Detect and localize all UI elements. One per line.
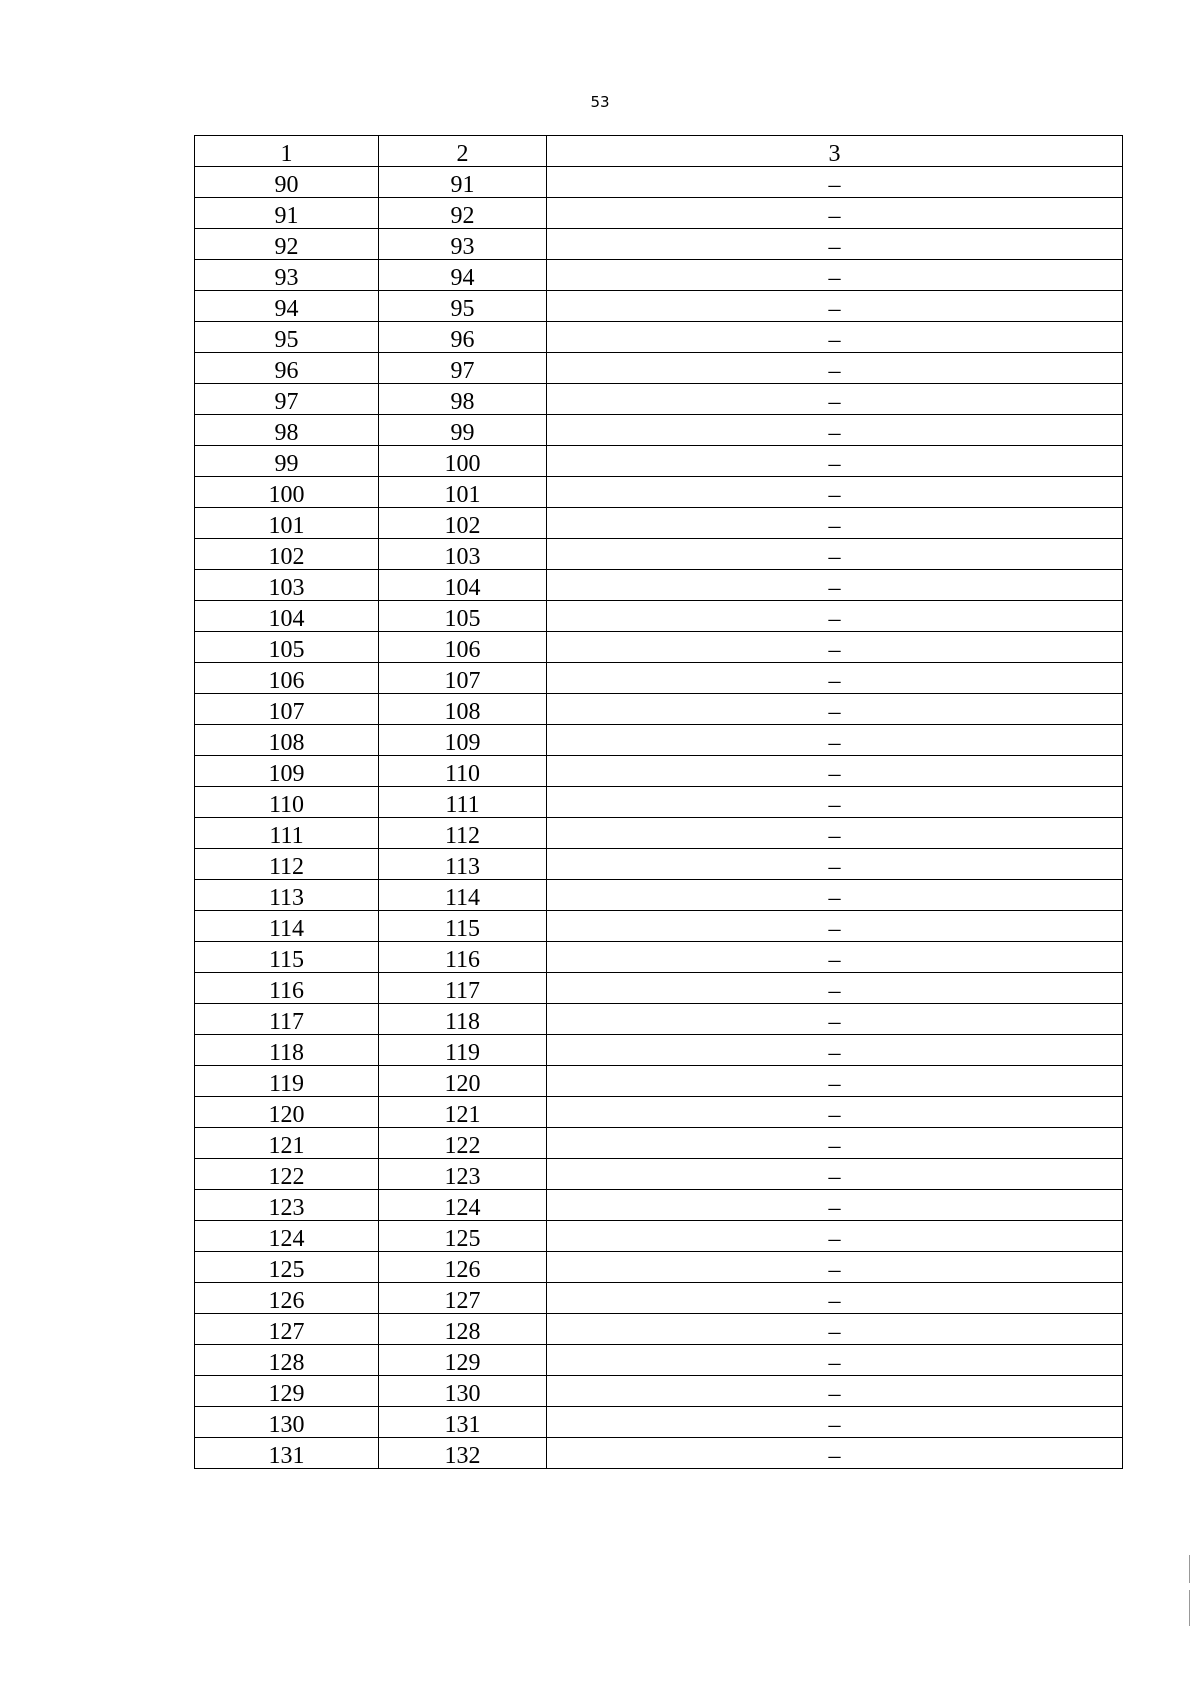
table-cell-col-3: –: [547, 756, 1123, 787]
table-cell-col-3: –: [547, 663, 1123, 694]
table-cell-col-1: 109: [195, 756, 379, 787]
table-row: [195, 1159, 1123, 1190]
table-row: [195, 1221, 1123, 1252]
table-cell-col-3: –: [547, 384, 1123, 415]
table-cell-col-1: 122: [195, 1159, 379, 1190]
table-cell-col-3: –: [547, 415, 1123, 446]
table-body: [195, 167, 1123, 1469]
table-cell-col-2: 96: [379, 322, 547, 353]
table-row: [195, 539, 1123, 570]
table-cell-col-2: 118: [379, 1004, 547, 1035]
table-row: [195, 1252, 1123, 1283]
table-cell-col-2: 125: [379, 1221, 547, 1252]
header-row: [195, 136, 1123, 167]
table-cell-col-1: 127: [195, 1314, 379, 1345]
table-row: [195, 1376, 1123, 1407]
table-row: [195, 849, 1123, 880]
table-cell-col-3: –: [547, 787, 1123, 818]
table-row: [195, 570, 1123, 601]
table-cell-col-2: 129: [379, 1345, 547, 1376]
table-cell-col-1: 103: [195, 570, 379, 601]
table-row: [195, 1314, 1123, 1345]
table-cell-col-3: –: [547, 446, 1123, 477]
table-cell-col-1: 102: [195, 539, 379, 570]
table-cell-col-2: 121: [379, 1097, 547, 1128]
table-cell-col-3: –: [547, 880, 1123, 911]
table-cell-col-2: 130: [379, 1376, 547, 1407]
table-cell-col-3: –: [547, 1438, 1123, 1469]
table-cell-col-3: –: [547, 291, 1123, 322]
table-row: [195, 260, 1123, 291]
column-header-2: 2: [379, 136, 547, 167]
table-cell-col-3: –: [547, 601, 1123, 632]
table-cell-col-1: 92: [195, 229, 379, 260]
table-row: [195, 384, 1123, 415]
table-row: [195, 756, 1123, 787]
table-cell-col-2: 106: [379, 632, 547, 663]
table-cell-col-3: –: [547, 1066, 1123, 1097]
table-cell-col-3: –: [547, 1097, 1123, 1128]
scan-edge-mark: [1189, 1590, 1190, 1626]
table-cell-col-2: 117: [379, 973, 547, 1004]
table-cell-col-3: –: [547, 725, 1123, 756]
table-cell-col-1: 96: [195, 353, 379, 384]
table-row: [195, 880, 1123, 911]
table-row: [195, 942, 1123, 973]
page-number: 53: [590, 93, 610, 111]
table-cell-col-1: 115: [195, 942, 379, 973]
table-row: [195, 1097, 1123, 1128]
table-cell-col-2: 105: [379, 601, 547, 632]
table-cell-col-1: 105: [195, 632, 379, 663]
table-cell-col-3: –: [547, 632, 1123, 663]
table-cell-col-3: –: [547, 1252, 1123, 1283]
table-row: [195, 818, 1123, 849]
table-cell-col-1: 112: [195, 849, 379, 880]
table-cell-col-2: 132: [379, 1438, 547, 1469]
table-cell-col-3: –: [547, 1407, 1123, 1438]
table-cell-col-2: 92: [379, 198, 547, 229]
table-cell-col-3: –: [547, 1190, 1123, 1221]
table-cell-col-3: –: [547, 198, 1123, 229]
table-cell-col-2: 128: [379, 1314, 547, 1345]
table-cell-col-1: 126: [195, 1283, 379, 1314]
table-cell-col-2: 91: [379, 167, 547, 198]
table-row: [195, 787, 1123, 818]
table-cell-col-3: –: [547, 942, 1123, 973]
table-row: [195, 446, 1123, 477]
table-row: [195, 601, 1123, 632]
table-cell-col-1: 94: [195, 291, 379, 322]
table-row: [195, 415, 1123, 446]
table-cell-col-1: 124: [195, 1221, 379, 1252]
table-cell-col-3: –: [547, 1159, 1123, 1190]
table-row: [195, 973, 1123, 1004]
table-cell-col-3: –: [547, 539, 1123, 570]
table-cell-col-2: 108: [379, 694, 547, 725]
table-cell-col-2: 95: [379, 291, 547, 322]
table-row: [195, 198, 1123, 229]
table-cell-col-2: 104: [379, 570, 547, 601]
table-cell-col-3: –: [547, 477, 1123, 508]
table-cell-col-1: 97: [195, 384, 379, 415]
table-cell-col-1: 95: [195, 322, 379, 353]
table-cell-col-3: –: [547, 570, 1123, 601]
table-cell-col-2: 127: [379, 1283, 547, 1314]
table-row: [195, 1035, 1123, 1066]
table-row: [195, 477, 1123, 508]
scan-edge-mark: [1189, 1555, 1190, 1583]
table-header: [195, 136, 1123, 167]
table-cell-col-2: 102: [379, 508, 547, 539]
table-row: [195, 1407, 1123, 1438]
table-cell-col-2: 126: [379, 1252, 547, 1283]
table-cell-col-2: 109: [379, 725, 547, 756]
table-cell-col-3: –: [547, 973, 1123, 1004]
table-cell-col-1: 118: [195, 1035, 379, 1066]
table-cell-col-2: 113: [379, 849, 547, 880]
table-row: [195, 353, 1123, 384]
table-cell-col-2: 93: [379, 229, 547, 260]
table-cell-col-2: 97: [379, 353, 547, 384]
table-cell-col-1: 129: [195, 1376, 379, 1407]
table-cell-col-1: 128: [195, 1345, 379, 1376]
table-cell-col-3: –: [547, 322, 1123, 353]
table-cell-col-1: 93: [195, 260, 379, 291]
column-header-3: 3: [547, 136, 1123, 167]
table-cell-col-1: 101: [195, 508, 379, 539]
table-cell-col-2: 111: [379, 787, 547, 818]
table-cell-col-1: 116: [195, 973, 379, 1004]
table-cell-col-3: –: [547, 1035, 1123, 1066]
table-cell-col-1: 107: [195, 694, 379, 725]
table-cell-col-2: 94: [379, 260, 547, 291]
table-cell-col-1: 111: [195, 818, 379, 849]
table-row: [195, 229, 1123, 260]
column-header-1: 1: [195, 136, 379, 167]
table-row: [195, 725, 1123, 756]
table-cell-col-2: 98: [379, 384, 547, 415]
table-cell-col-1: 98: [195, 415, 379, 446]
table-cell-col-1: 120: [195, 1097, 379, 1128]
table-cell-col-1: 100: [195, 477, 379, 508]
table-cell-col-1: 110: [195, 787, 379, 818]
table-cell-col-3: –: [547, 1314, 1123, 1345]
table-cell-col-3: –: [547, 849, 1123, 880]
table-cell-col-2: 100: [379, 446, 547, 477]
table-cell-col-1: 108: [195, 725, 379, 756]
table-cell-col-1: 123: [195, 1190, 379, 1221]
table-cell-col-1: 104: [195, 601, 379, 632]
table-cell-col-2: 122: [379, 1128, 547, 1159]
table-cell-col-3: –: [547, 1221, 1123, 1252]
table-cell-col-2: 116: [379, 942, 547, 973]
table-cell-col-2: 123: [379, 1159, 547, 1190]
table-row: [195, 1190, 1123, 1221]
table-row: [195, 694, 1123, 725]
table-cell-col-1: 131: [195, 1438, 379, 1469]
table-cell-col-3: –: [547, 911, 1123, 942]
table-cell-col-1: 106: [195, 663, 379, 694]
table-row: [195, 1345, 1123, 1376]
table-cell-col-1: 117: [195, 1004, 379, 1035]
table-cell-col-3: –: [547, 167, 1123, 198]
table-cell-col-3: –: [547, 260, 1123, 291]
table-row: [195, 1128, 1123, 1159]
table-cell-col-1: 90: [195, 167, 379, 198]
table-cell-col-1: 113: [195, 880, 379, 911]
table-cell-col-2: 107: [379, 663, 547, 694]
table-cell-col-2: 120: [379, 1066, 547, 1097]
table-cell-col-2: 115: [379, 911, 547, 942]
table-cell-col-2: 114: [379, 880, 547, 911]
table-cell-col-2: 112: [379, 818, 547, 849]
table-row: [195, 911, 1123, 942]
table-row: [195, 1283, 1123, 1314]
table-cell-col-1: 99: [195, 446, 379, 477]
table-cell-col-3: –: [547, 1283, 1123, 1314]
table-cell-col-3: –: [547, 1004, 1123, 1035]
table-cell-col-3: –: [547, 1376, 1123, 1407]
table-row: [195, 1438, 1123, 1469]
table-cell-col-2: 119: [379, 1035, 547, 1066]
table-cell-col-1: 114: [195, 911, 379, 942]
table-cell-col-3: –: [547, 508, 1123, 539]
table-row: [195, 663, 1123, 694]
table-cell-col-3: –: [547, 1128, 1123, 1159]
table-cell-col-2: 131: [379, 1407, 547, 1438]
table-cell-col-1: 125: [195, 1252, 379, 1283]
table-row: [195, 322, 1123, 353]
data-table: [194, 135, 1123, 1469]
table-cell-col-2: 110: [379, 756, 547, 787]
table-cell-col-2: 124: [379, 1190, 547, 1221]
table-row: [195, 1004, 1123, 1035]
table-cell-col-3: –: [547, 353, 1123, 384]
table-row: [195, 1066, 1123, 1097]
table-row: [195, 167, 1123, 198]
table-cell-col-3: –: [547, 694, 1123, 725]
table-cell-col-2: 99: [379, 415, 547, 446]
table-cell-col-1: 130: [195, 1407, 379, 1438]
table-cell-col-1: 121: [195, 1128, 379, 1159]
table-row: [195, 632, 1123, 663]
table-cell-col-3: –: [547, 1345, 1123, 1376]
table-cell-col-1: 119: [195, 1066, 379, 1097]
table-cell-col-3: –: [547, 229, 1123, 260]
table-row: [195, 291, 1123, 322]
table-row: [195, 508, 1123, 539]
table-cell-col-1: 91: [195, 198, 379, 229]
table-cell-col-2: 103: [379, 539, 547, 570]
table-cell-col-3: –: [547, 818, 1123, 849]
table-cell-col-2: 101: [379, 477, 547, 508]
